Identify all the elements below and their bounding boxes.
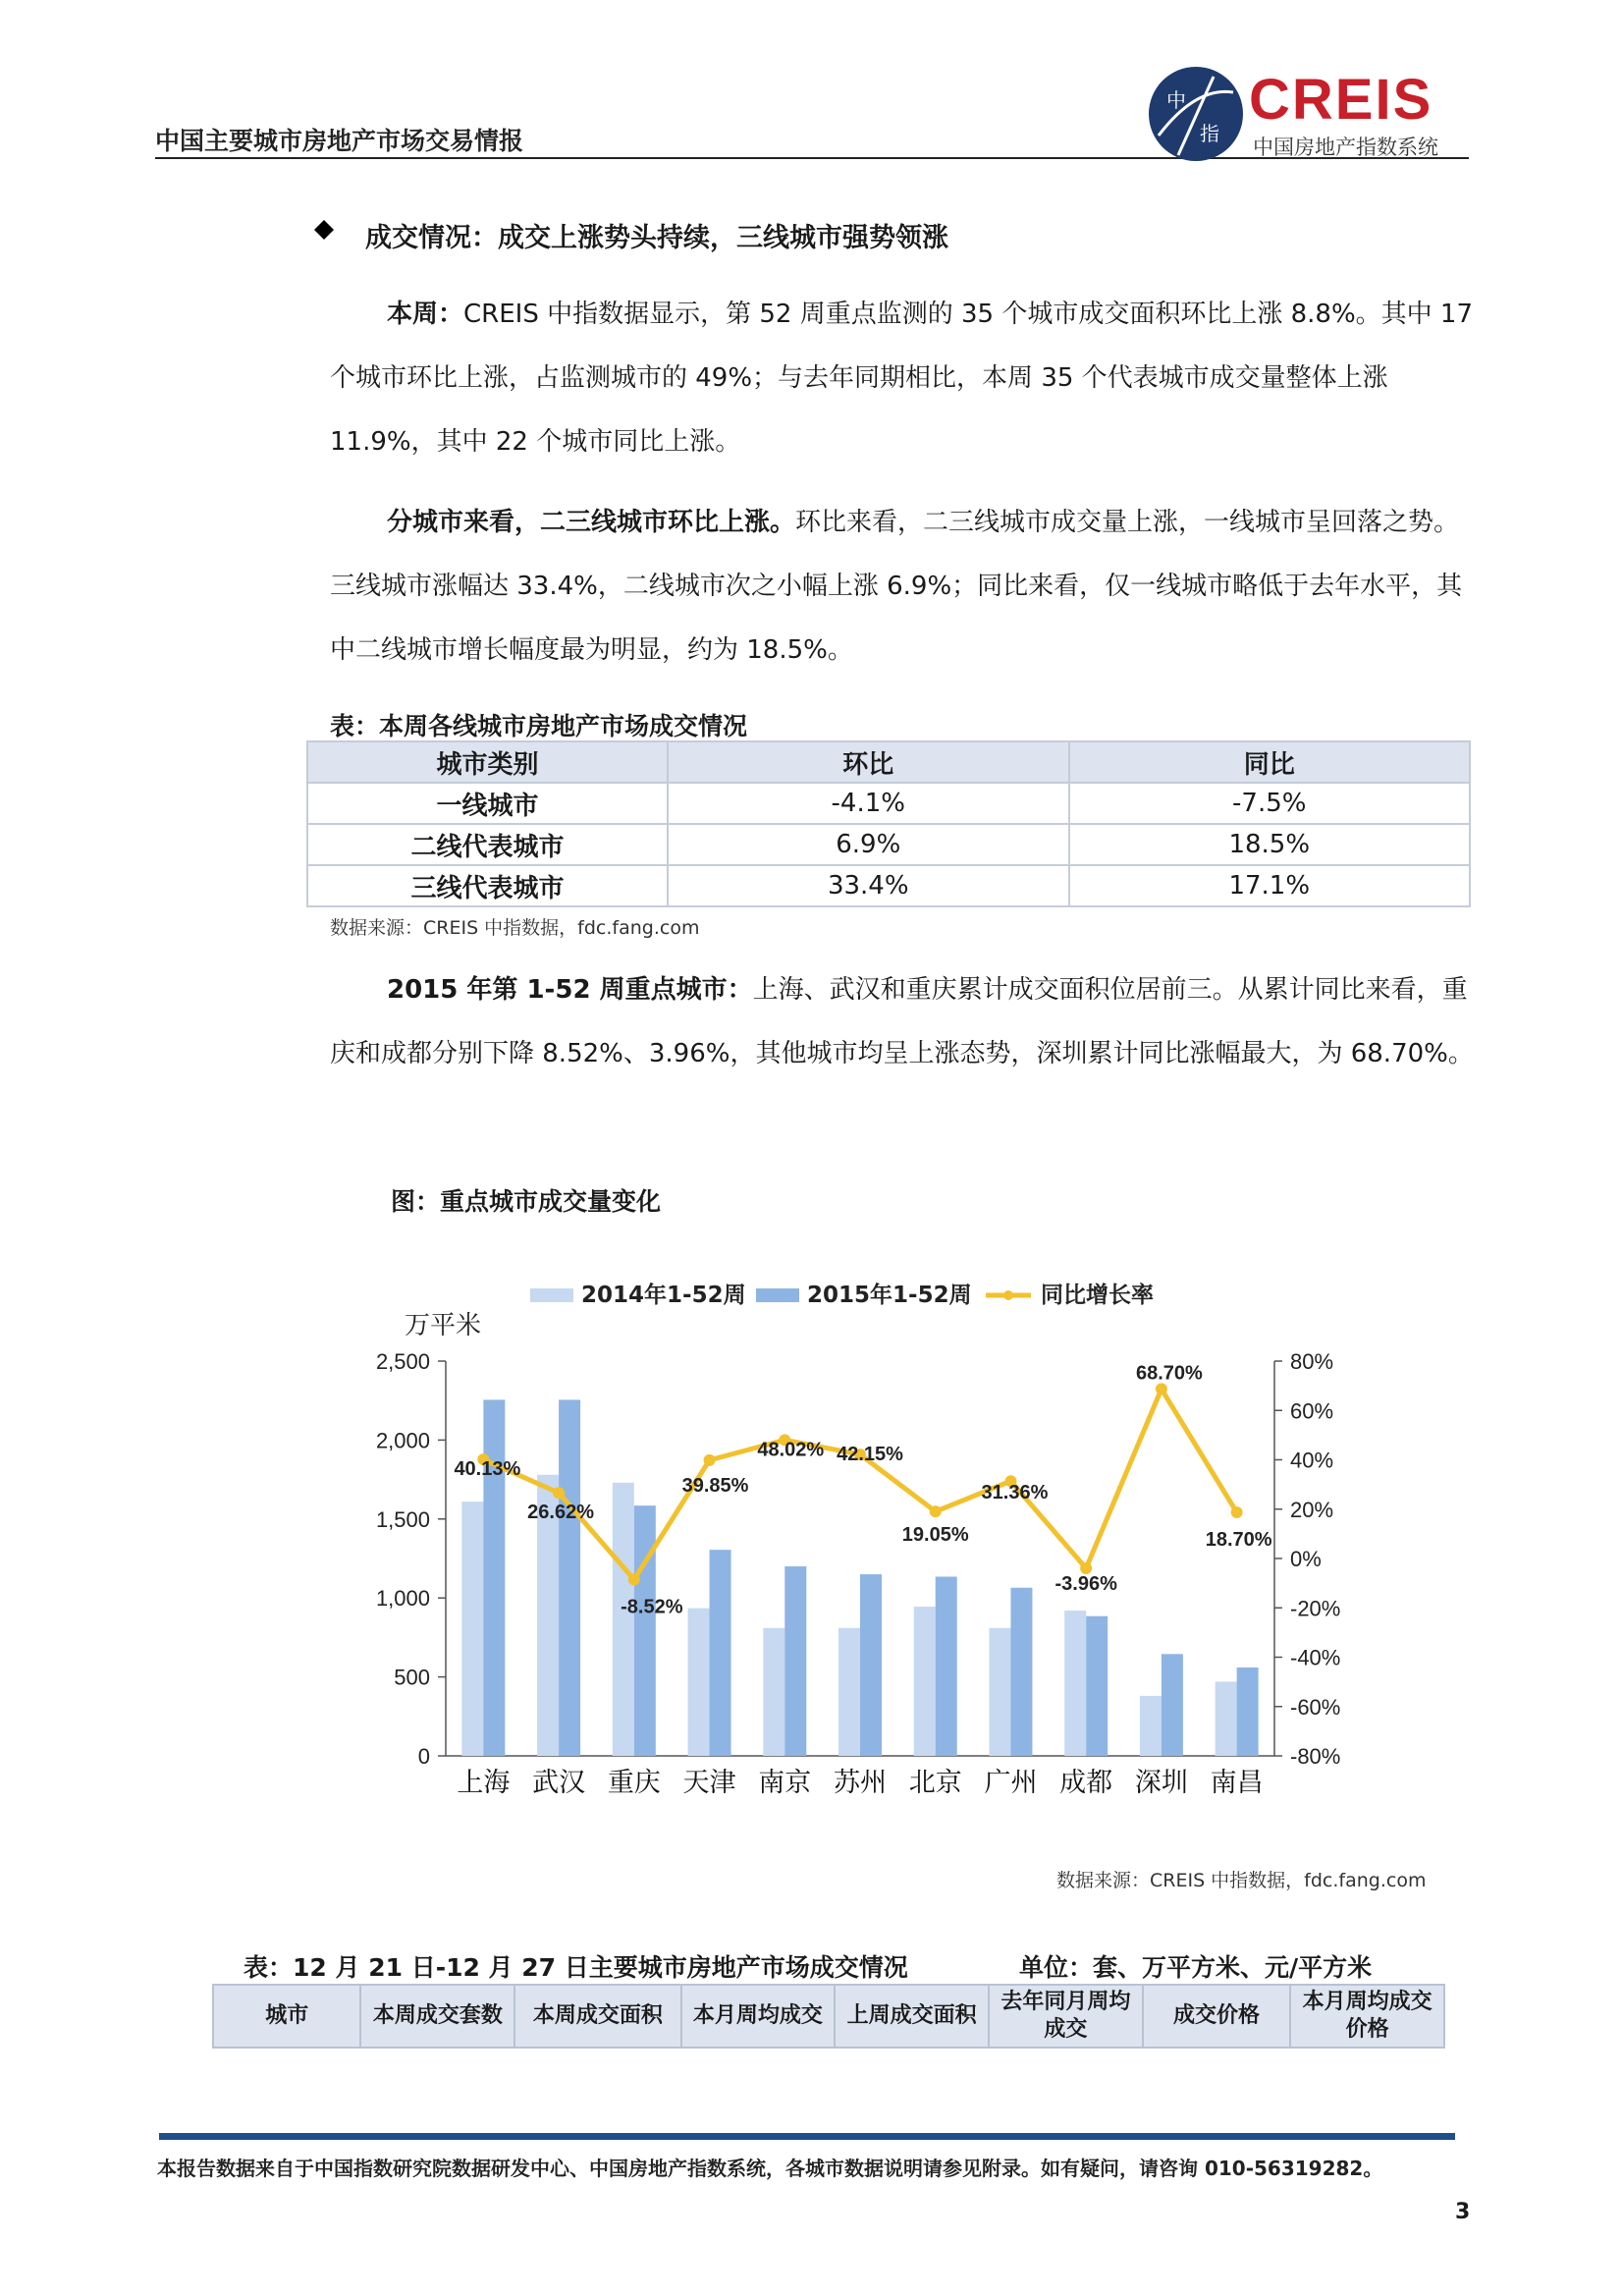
bar — [1086, 1616, 1108, 1756]
y2-tick-label: 20% — [1290, 1497, 1334, 1522]
table-header-row — [213, 1985, 1444, 2048]
logo-char-zhi: 指 — [1200, 122, 1219, 145]
x-tick-label: 重庆 — [607, 1768, 661, 1798]
table-cell: 二线代表城市 — [307, 824, 668, 865]
bar — [559, 1399, 580, 1756]
growth-rate-label: 39.85% — [681, 1474, 749, 1497]
bar — [1237, 1667, 1259, 1756]
y2-tick-label: 0% — [1290, 1547, 1322, 1571]
x-tick-label: 深圳 — [1134, 1768, 1188, 1798]
logo-subtitle: 中国房地产指数系统 — [1253, 136, 1438, 159]
page-number: 3 — [1455, 2200, 1471, 2224]
x-tick-label: 苏州 — [834, 1768, 887, 1798]
y2-tick-label: -40% — [1290, 1645, 1341, 1670]
y-tick-label: 2,000 — [375, 1428, 430, 1453]
y-axis-title: 万平米 — [405, 1311, 482, 1340]
table-header-cell: 成交价格 — [1143, 1985, 1290, 2048]
table-cell: 17.1% — [1069, 865, 1471, 906]
logo-wordmark: CREIS — [1249, 68, 1433, 132]
bar — [784, 1566, 806, 1756]
paragraph-city-tiers — [330, 491, 1481, 683]
growth-rate-label: 31.36% — [981, 1482, 1049, 1504]
creis-logo — [1149, 67, 1473, 161]
growth-rate-point — [1231, 1506, 1243, 1518]
bar — [613, 1483, 634, 1756]
table-cell: 三线代表城市 — [307, 865, 668, 906]
x-tick-label: 天津 — [682, 1768, 736, 1798]
table-header-cell: 本周成交套数 — [360, 1985, 514, 2048]
bar — [461, 1502, 483, 1756]
table-header-cell: 环比 — [668, 741, 1068, 783]
logo-emblem-icon — [1149, 67, 1243, 161]
table-header-cell: 本月周均成交 — [681, 1985, 836, 2048]
bar — [1216, 1681, 1237, 1756]
legend-marker — [1003, 1290, 1013, 1300]
growth-rate-label: 68.70% — [1135, 1362, 1203, 1385]
bar — [710, 1550, 731, 1756]
bar — [763, 1628, 784, 1756]
table-header-cell: 城市类别 — [307, 741, 668, 783]
growth-rate-label: 42.15% — [837, 1444, 903, 1466]
bar — [989, 1628, 1010, 1756]
bar — [1064, 1611, 1086, 1756]
bar — [1162, 1654, 1183, 1756]
x-tick-label: 成都 — [1059, 1768, 1113, 1798]
growth-rate-line — [483, 1389, 1236, 1579]
logo-char-zhong: 中 — [1166, 88, 1186, 112]
table-row — [307, 824, 1470, 865]
footer-divider — [159, 2133, 1455, 2140]
table-header-cell: 同比 — [1069, 741, 1471, 783]
y-tick-label: 0 — [417, 1744, 430, 1769]
diamond-bullet-icon — [314, 220, 334, 240]
table1-source: 数据来源：CREIS 中指数据，fdc.fang.com — [330, 917, 700, 939]
tier-transactions-table — [306, 740, 1471, 907]
y2-tick-label: 60% — [1290, 1398, 1334, 1424]
growth-rate-point — [553, 1487, 565, 1499]
growth-rate-point — [628, 1573, 640, 1585]
paragraph-lead: 分城市来看，二三线城市环比上涨。 — [387, 508, 796, 537]
section-heading: 成交情况：成交上涨势头持续，三线城市强势领涨 — [365, 223, 948, 253]
growth-rate-label: -3.96% — [1054, 1572, 1117, 1595]
table-cell: 33.4% — [668, 865, 1068, 906]
x-tick-label: 南京 — [758, 1768, 812, 1798]
x-tick-label: 广州 — [984, 1768, 1038, 1798]
paragraph-key-cities — [330, 958, 1481, 1086]
table-cell: -7.5% — [1069, 783, 1471, 824]
legend-swatch — [530, 1288, 573, 1302]
legend-label: 2014年1-52周 — [581, 1283, 746, 1308]
growth-rate-label: 40.13% — [454, 1458, 521, 1481]
growth-rate-label: 48.02% — [757, 1439, 825, 1461]
city-volume-chart — [324, 1267, 1341, 1817]
x-tick-label: 武汉 — [532, 1768, 586, 1798]
figure-source: 数据来源：CREIS 中指数据，fdc.fang.com — [1056, 1870, 1427, 1891]
table-header-cell: 本月周均成交价格 — [1290, 1985, 1444, 2048]
y2-tick-label: 40% — [1290, 1448, 1334, 1473]
bar — [483, 1399, 505, 1756]
y-tick-label: 1,000 — [375, 1586, 430, 1612]
paragraph-body: 上海、武汉和重庆累计成交面积位居前三。从累计同比来看，重庆和成都分别下降 8.52%、3.96%，其他城市均呈上涨态势，深圳累计同比涨幅最大，为 68.70%。 — [330, 975, 1474, 1068]
table-cell: 一线城市 — [307, 783, 668, 824]
growth-rate-label: 19.05% — [901, 1524, 969, 1547]
paragraph-body: CREIS 中指数据显示，第 52 周重点监测的 35 个城市成交面积环比上涨 8.8%。其中 17 个城市环比上涨，占监测城市的 49%；与去年同期相比，本周 35 个代表城市成交量整体上涨 11.9%，其中 22 个城市同比上涨。 — [330, 300, 1473, 457]
growth-rate-label: 26.62% — [527, 1502, 595, 1524]
paragraph-body: 环比来看，二三线城市成交量上涨，一线城市呈回落之势。三线城市涨幅达 33.4%，二线城市次之小幅上涨 6.9%；同比来看，仅一线城市略低于去年水平，其中二线城市增长幅度最为明显，约为 18.5%。 — [330, 508, 1463, 665]
weekly-city-transactions-table — [212, 1984, 1445, 2049]
table1-caption: 表：本周各线城市房地产市场成交情况 — [330, 712, 748, 740]
logo-emblem — [1149, 67, 1243, 161]
y2-tick-label: -60% — [1290, 1694, 1341, 1720]
growth-rate-point — [930, 1505, 942, 1517]
y2-tick-label: -80% — [1290, 1744, 1341, 1769]
y2-tick-label: -20% — [1290, 1596, 1341, 1621]
growth-rate-point — [1156, 1383, 1167, 1394]
x-tick-label: 南昌 — [1210, 1768, 1264, 1798]
growth-rate-point — [704, 1454, 716, 1466]
footer-note: 本报告数据来自于中国指数研究院数据研发中心、中国房地产指数系统，各城市数据说明请参见附录。如有疑问，请咨询 010-56319282。 — [157, 2157, 1383, 2180]
y2-tick-label: 80% — [1290, 1349, 1334, 1374]
y-tick-label: 1,500 — [375, 1506, 430, 1532]
table-row — [307, 865, 1470, 906]
bar — [1010, 1588, 1032, 1756]
figure-caption: 图：重点城市成交量变化 — [391, 1187, 662, 1216]
table2-caption: 表：12 月 21 日-12 月 27 日主要城市房地产市场成交情况 — [243, 1953, 908, 1982]
x-tick-label: 上海 — [457, 1768, 511, 1798]
bar — [860, 1574, 882, 1756]
paragraph-weekly-summary — [330, 283, 1481, 474]
table-header-cell: 上周成交面积 — [835, 1985, 989, 2048]
growth-rate-label: -8.52% — [621, 1596, 683, 1618]
table-cell: 18.5% — [1069, 824, 1471, 865]
legend-label: 2015年1-52周 — [807, 1283, 972, 1308]
table-header-cell: 去年同月周均成交 — [989, 1985, 1143, 2048]
bar — [634, 1505, 656, 1756]
bar — [936, 1576, 957, 1756]
bar — [1140, 1696, 1162, 1756]
table-row — [307, 783, 1470, 824]
table-cell: 6.9% — [668, 824, 1068, 865]
legend-swatch — [756, 1288, 799, 1302]
y-tick-label: 500 — [394, 1665, 430, 1690]
growth-rate-label: 18.70% — [1205, 1529, 1272, 1552]
bar — [838, 1628, 860, 1756]
legend-label: 同比增长率 — [1041, 1283, 1154, 1308]
table2-unit: 单位：套、万平方米、元/平方米 — [1019, 1953, 1373, 1982]
paragraph-lead: 2015 年第 1-52 周重点城市： — [387, 975, 753, 1005]
report-title: 中国主要城市房地产市场交易情报 — [155, 127, 524, 155]
y-tick-label: 2,500 — [375, 1349, 430, 1374]
x-tick-label: 北京 — [908, 1768, 962, 1798]
bar — [914, 1607, 936, 1756]
table-header-cell: 本周成交面积 — [514, 1985, 680, 2048]
table-header-cell: 城市 — [213, 1985, 360, 2048]
paragraph-lead: 本周： — [387, 300, 464, 329]
table-cell: -4.1% — [668, 783, 1068, 824]
table-header-row — [307, 741, 1470, 783]
bar — [688, 1609, 710, 1756]
